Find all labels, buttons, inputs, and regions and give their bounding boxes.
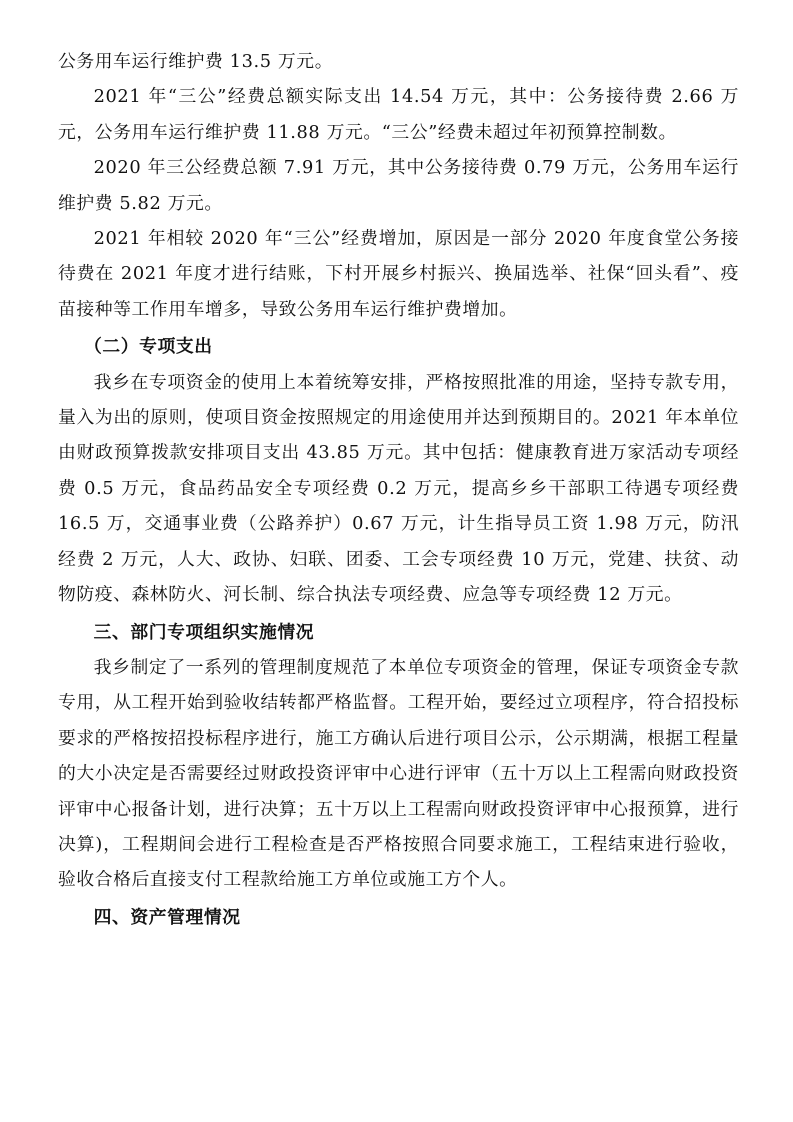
section-heading-project-implementation: 三、部门专项组织实施情况 — [93, 621, 315, 643]
section-heading-asset-management: 四、资产管理情况 — [93, 906, 241, 928]
document-body — [58, 44, 739, 935]
paragraph-project-implementation: 我乡制定了一系列的管理制度规范了本单位专项资金的管理，保证专项资金专款专用，从工程开始到验收结转都严格监督。工程开始，要经过立项程序，符合招投标要求的严格按招投标程序进行，施工方确认后进行项目公示，公示期满，根据工程量的大小决定是否需要经过财政投资评审中心进行评审（五十万以上工程需向财政投资评审中心报备计划，进行决算；五十万以上工程需向财政投资评审中心报预算，进行决算)，工程期间会进行工程检查是否严格按照合同要求施工，工程结束进行验收，验收合格后直接支付工程款给施工方单位或施工方个人。 — [58, 656, 739, 891]
paragraph-sangong-2021: 2021 年“三公”经费总额实际支出 14.54 万元，其中：公务接待费 2.66 万元，公务用车运行维护费 11.88 万元。“三公”经费未超过年初预算控制数。 — [58, 86, 739, 143]
paragraph-continuation: 公务用车运行维护费 13.5 万元。 — [58, 51, 334, 72]
paragraph-sangong-2020: 2020 年三公经费总额 7.91 万元，其中公务接待费 0.79 万元，公务用车运行维护费 5.82 万元。 — [58, 157, 739, 214]
paragraph-special-expenditure: 我乡在专项资金的使用上本着统筹安排，严格按照批准的用途，坚持专款专用，量入为出的原则，使项目资金按照规定的用途使用并达到预期目的。2021 年本单位由财政预算拨款安排项目支出 43.85 万元。其中包括：健康教育进万家活动专项经费 0.5 万元，食品药品安全专项经费 0.2 万元，提高乡乡干部职工待遇专项经费 16.5 万，交通事业费（公路养护）0.67 万元，计生指导员工资 1.98 万元，防汛经费 2 万元，人大、政协、妇联、团委、工会专项经费 10 万元，党建、扶贫、动物防疫、森林防火、河长制、综合执法专项经费、应急等专项经费 12 万元。 — [58, 371, 739, 606]
section-heading-special-expenditure: （二）专项支出 — [84, 336, 213, 358]
paragraph-sangong-comparison: 2021 年相较 2020 年“三公”经费增加，原因是一部分 2020 年度食堂公务接待费在 2021 年度才进行结账，下村开展乡村振兴、换届选举、社保“回头看”、疫苗接种等工作用车增多，导致公务用车运行维护费增加。 — [58, 228, 739, 320]
